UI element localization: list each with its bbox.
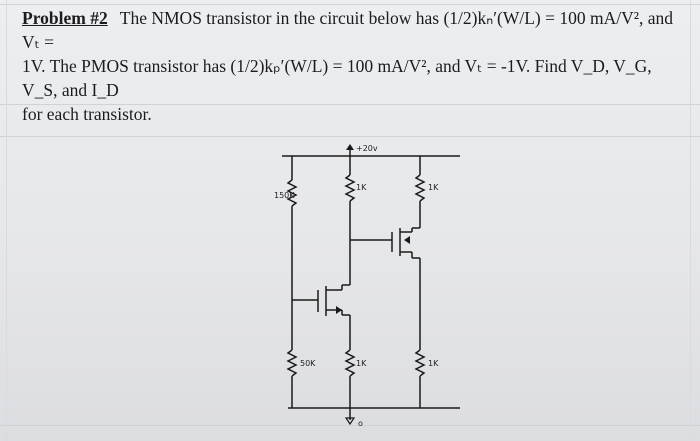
problem-line-3: for each transistor. [22, 104, 152, 124]
r-bot-mid-label: 1K [356, 359, 367, 368]
output-label: o [358, 419, 363, 428]
problem-line-1: The NMOS transistor in the circuit below has (1/2)kₙ′(W/L) = 100 mA/V², and Vₜ = [22, 8, 674, 52]
ruled-line [6, 0, 7, 441]
problem-line-2: 1V. The PMOS transistor has (1/2)kₚ′(W/L) = 100 mA/V², and Vₜ = -1V. Find V_D, V_G, V_S, and I_D [22, 56, 652, 100]
r-bot-left-label: 50K [300, 359, 316, 368]
r-top-right-label: 1K [428, 183, 439, 192]
supply-arrow-icon [346, 144, 354, 150]
circuit-diagram [270, 140, 470, 430]
supply-label: +20v [356, 144, 378, 153]
ruled-line [690, 0, 691, 441]
pmos-arrow-icon [404, 236, 410, 244]
problem-label: Problem #2 [22, 8, 108, 28]
r-top-left-label: 150K [274, 191, 295, 200]
ruled-line [0, 136, 700, 137]
r-bot-right-label: 1K [428, 359, 439, 368]
nmos-arrow-icon [336, 306, 342, 314]
r-top-mid-label: 1K [356, 183, 367, 192]
problem-statement [22, 6, 682, 126]
ruled-line [0, 4, 700, 5]
